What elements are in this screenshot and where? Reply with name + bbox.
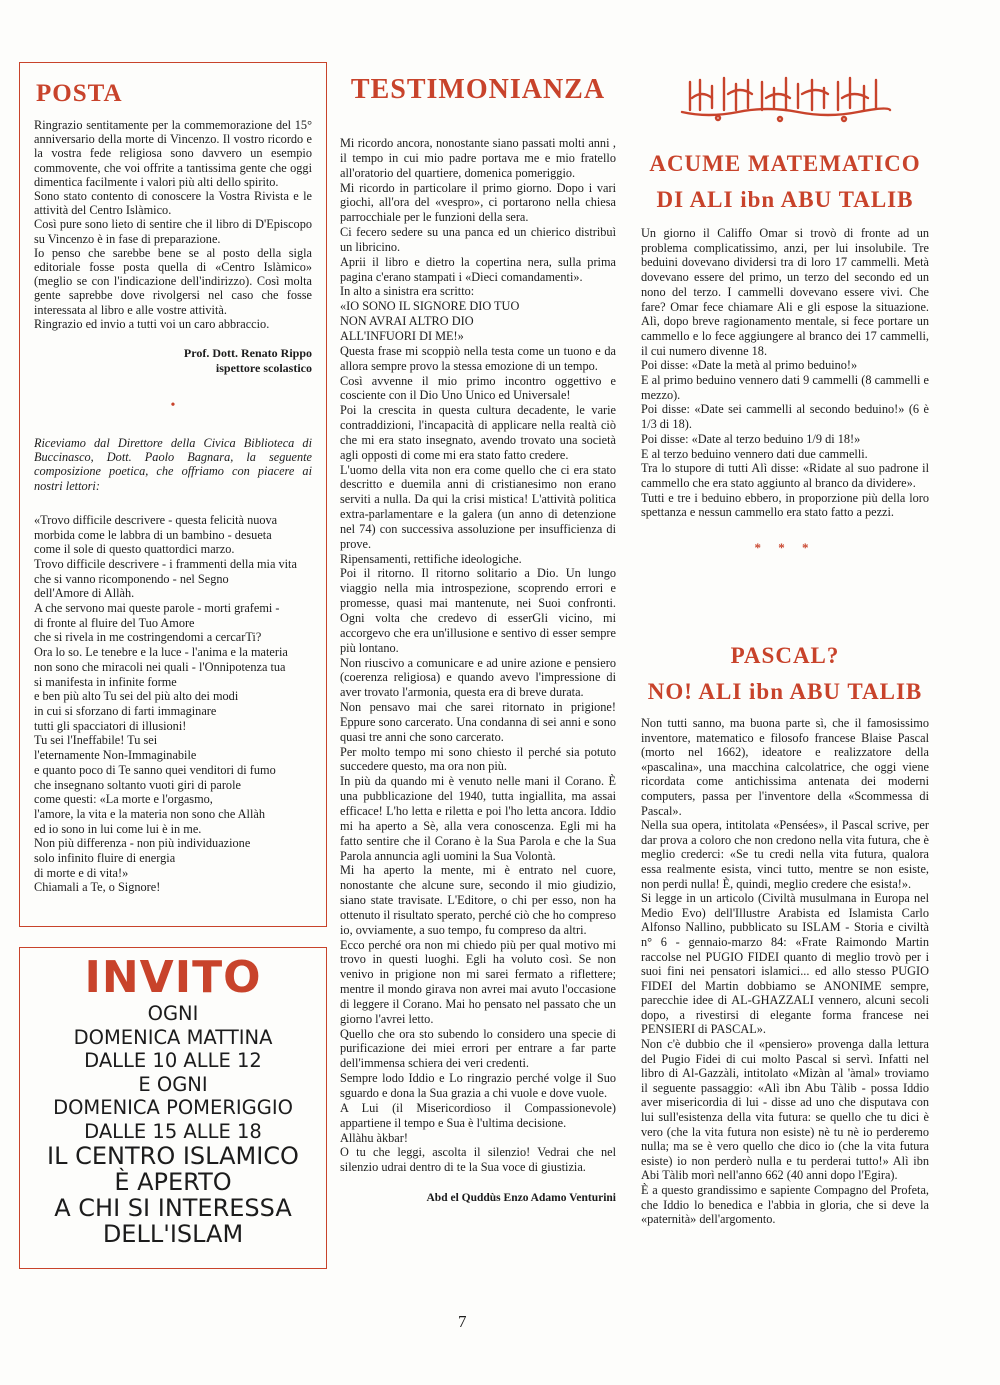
pascal-body: Non tutti sanno, ma buona parte sì, che il famosissimo inventore, matematico e filosofo francese Blaise Pascal (morto nel 1662), ideatore e realizzatore della «pascalina», una macchina calcolatrice, che oggi viene ricordata come antichissima antenata dei moderni computers, passa per l'inventore della «Scommessa di Pascal». Nella sua opera, intitolata «Pensées», il Pascal scrive, per dar prova a coloro che non credono nella vita futura, che è meglio crederci: «Se tu credi nella vita futura, qualora essa realmente esista, vinci tutto, mentre se non esiste, non perdi nulla! È, quindi, meglio credere che esista!». Si legge in un articolo (Civiltà musulmana in Europa nel Medio Evo) dell'Illustre Arabista ed Islamista Carlo Alfonso Nallino, pubblicato su ISLAM - Storia e civiltà n° 6 - gennaio-marzo 84: «Frate Raimondo Martin raccolse nel PUGIO FIDEI quanto di meglio trovò per i suoi fini nei pensatori islamici... ed allo stesso PUGIO FIDEI del Martin dobbiamo se ANONIME sempre, parecchie idee di AL-GHAZZALI vennero, alcuni secoli dopo, a rivestirsi di elegante forma francese nei PENSIERI di PASCAL». Non c'è dubbio che il «pensiero» provenga dalla lettura del Pugio Fidei di cui molto Pascal si servì. Infatti nel libro di Al-Gazzàli, intitolato «Mizàn al 'àmal» troviamo il seguente passaggio: «Alì ibn Abu Tàlib - possa Iddio aver misericordia di lui - disse ad uno che disputava con lui sull'esistenza della vita futura: se quello che tu dici è vero (che la vita futura non esiste) nè tu nè io perderemo nulla; ma se è vero quello che dico io (che la vita futura esiste) io non perderò nulla e tu perderai tutto!» Alì ibn Abi Tàlib morì nell'anno 662 (40 anni dopo l'Egira). È a questo grandissimo e sapiente Compagno del Profeta, che Iddio lo benedica e l'abbia in gloria, che si deve la «paternità» dell'argomento. [641, 716, 929, 1227]
invito-line: IL CENTRO ISLAMICO [47, 1142, 299, 1170]
posta-signature: Prof. Dott. Renato Rippo ispettore scolastico [183, 346, 312, 376]
stars-separator: * * * [754, 540, 816, 556]
poem-text: «Trovo difficile descrivere - questa felicità nuova morbida come le labbra di un bambino - desueta come il sole di questo quattordici marzo. Trovo difficile descrivere - i frammenti della mia vita che si vanno ricomponendo - nel Segno dell'Amore di Allàh. A che servono mai queste parole - morti grafemi - di fronte al fluire del Tuo Amore che si rivela in me costringendomi a cercarTi? Ora lo so. Le tenebre e la luce - l'anima e la materia non sono che miracoli nei quali - l'Onnipotenza tua si manifesta in infinite forme e ben più alto Tu sei del più alto dei modi in cui si sforzano di farti immaginare tutti gli spacciatori di illusioni! Tu sei l'Ineffabile! Tu sei l'eternamente Non-Immaginabile e quanto poco di Te sanno quei venditori di fumo che insegnano soltanto vuoti giri di parole come questi: «La morte e l'orgasmo, l'amore, la vita e la materia non sono che Allàh ed io sono in lui come lui è in me. Non più differenza - non più individuazione solo infinito fluire di energia di morte e di vita!» Chiamali a Te, o Signore! [34, 512, 297, 895]
testimonianza-title: TESTIMONIANZA [350, 74, 606, 105]
poem-intro: Riceviamo dal Direttore della Civica Biblioteca di Buccinasco, Dott. Paolo Bagnara, la seguente composizione poetica, che offriamo con piacere ai nostri lettori: [34, 436, 312, 493]
posta-box [19, 62, 327, 927]
invito-line: DALLE 10 ALLE 12 [84, 1049, 262, 1072]
pascal-column [641, 638, 929, 1227]
section-separator-dot: • [170, 398, 176, 414]
invito-line: E OGNI [138, 1072, 208, 1096]
page-number: 7 [458, 1312, 467, 1331]
invito-line: OGNI [147, 1002, 199, 1025]
acume-title-line1: ACUME MATEMATICO [649, 151, 921, 176]
invito-line: DALLE 15 ALLE 18 [84, 1119, 262, 1143]
invito-line: DELL'ISLAM [102, 1220, 244, 1248]
invito-box [19, 947, 327, 1269]
testimonianza-signature: Abd el Quddùs Enzo Adamo Venturini [426, 1192, 616, 1205]
testimonianza-body: Mi ricordo ancora, nonostante siano passati molti anni , il tempo in cui mio padre portava me e mio fratello all'oratorio del quartiere, domenica pomeriggio. Mi ricordo in particolare il primo giorno. Dopo i vari giochi, all'ora del «vespro», ci portarono nella chiesa parrocchiale per le funzioni della sera. Ci fecero sedere su una panca ed un chierico distribuì un libricino. Aprii il libro e dietro la copertina nera, sulla prima pagina c'erano stampati i «Dieci comandamenti». In alto a sinistra era scritto: «IO SONO IL SIGNORE DIO TUO NON AVRAI ALTRO DIO ALL'INFUORI DI ME!» Questa frase mi scoppiò nella testa come un tuono e da allora sempre provo la stessa emozione di un tempo. Così avvenne il mio primo incontro oggettivo e cosciente con il Dio Uno Unico ed Universale! Poi la crescita in questa cultura decadente, le varie contraddizioni, l'incapacità di applicare nella realtà ciò che mi era stato insegnato, avendo trovato una società agli opposti di come mi era stato fatto credere. L'uomo della vita non era come quello che ci era stato descritto e duemila anni di cristianesimo non erano serviti a nulla. Da qui la crisi mistica! L'attività politica extra-parlamentare e la galera (un anno di detenzione nel 74) con successiva assoluzione per insufficienza di prove. Ripensamenti, rettifiche ideologiche. Poi il ritorno. Il ritorno solitario a Dio. Un lungo viaggio nella mia introspezione, scoprendo errori e promesse, quasi mai mantenute, nei Suoi confronti. Ogni volta che credevo di esserGli vicino, mi accorgevo che era un'illusione e sentivo di esser sempre più lontano. Non riuscivo a comunicare e ad unire azione e pensiero (coerenza religiosa) e quando avevo l'impressione di aver trovato l'armonia, questa era di breve durata. Non pensavo mai che sarei ritornato in prigione! Eppure sono carcerato. Una condanna di sei anni e sono quasi tre anni che sono carcerato. Per molto tempo mi sono chiesto il perché sia potuto succedere questo, ma ora non più. In più da quando mi è venuto nelle mani il Corano. È una pubblicazione del 1940, tutta ingiallita, ma assai efficace! L'ho letta e riletta e poi l'ho letta ancora. Iddio mi ha aperto a Sè, alla vera conoscenza. Egli mi ha fatto sentire che il Corano è la Sua Parola e che la Sua Parola annuncia agli uomini la Sua Volontà. Mi ha aperto la mente, mi è entrato nel cuore, nonostante che alcune sure, secondo il mio giudizio, siano state travisate. L'Editore, o chi per esso, non ha ottenuto il risultato sperato, perché ciò che ho compreso io, ovviamente, a suo tempo, fu compreso da altri. Ecco perché ora non mi chiedo più per qual motivo mi trovo in questi luoghi. Egli ha voluto così. Se non venivo in prigione non mi sarei fermato a riflettere; mentre il mondo girava non avrei mai avuto l'occasione di leggere il Corano. Mai ho pensato nel passato che un giorno l'avrei letto. Quello che ora sto subendo lo considero una specie di purificazione dei miei errori per entrare a far parte dell'immensa schiera dei veri credenti. Sempre lodo Iddio e Lo ringrazio perché volge il Suo sguardo e dona la Sua grazia a chi vuole e dove vuole. A Lui (il Misericordioso il Compassionevole) appartiene il tempo e Sua è l'ultima decisione. Allàhu àkbar! O tu che leggi, ascolta il silenzio! Vedrai che nel silenzio udrai dentro di te la Sua voce di giustizia. [340, 136, 616, 1175]
posta-title: POSTA [36, 80, 123, 107]
pascal-title-line2: NO! ALI ibn ABU TALIB [647, 679, 923, 704]
posta-letter: Ringrazio sentitamente per la commemorazione del 15° anniversario della morte di Vincenzo. Il vostro ricordo e la vostra fede religiosa sono davvero un esempio commovente, che voi offrite a tantissima gente che oggi dimentica facilmente i valori più alti dello spirito. Sono stato contento di conoscere la Vostra Rivista e le attività del Centro Islàmico. Così pure sono lieto di sentire che il libro di D'Episcopo su Vincenzo è in fase di preparazione. Io penso che sarebbe bene se al posto della sigla editoriale fosse posta quella di «Centro Islàmico» (meglio se con l'indicazione dell'indirizzo). Così molta gente saprebbe dove rivolgersi nel caso che fosse interessata al libro e alle vostre attività. Ringrazio ed invio a tutti voi un caro abbraccio. [34, 118, 312, 331]
testimonianza-column [340, 64, 616, 1206]
invito-title: INVITO [84, 952, 262, 1003]
invito-line: A CHI SI INTERESSA [54, 1194, 292, 1222]
invito-line: DOMENICA POMERIGGIO [53, 1096, 293, 1119]
invito-line: DOMENICA MATTINA [73, 1025, 273, 1049]
pascal-title-line1: PASCAL? [730, 643, 840, 668]
invito-line: È APERTO [114, 1168, 232, 1196]
arabic-calligraphy-basmala [678, 72, 894, 124]
acume-column [641, 146, 929, 556]
acume-title-line2: DI ALI ibn ABU TALIB [656, 187, 914, 212]
acume-body: Un giorno il Califfo Omar si trovò di fronte ad un problema complicatissimo, anzi, per lui insolubile. Tre beduini dovevano dividersi tra di loro 17 cammelli. Metà dovevano essere del primo, un terzo del secondo ed un nono del terzo. I cammelli dovevano essere vivi. Che fare? Omar fece chiamare Ali e gli espose la situazione. Alì, dopo breve ragionamento mentale, si fece portare un cammello e lo fece aggiungere al branco dei 17 cammelli, il cui numero divenne 18. Poi disse: «Date la metà al primo beduino!» E al primo beduino vennero dati 9 cammelli (8 cammelli e mezzo). Poi disse: «Date sei cammelli al secondo beduino!» (6 è 1/3 di 18). Poi disse: «Date al terzo beduino 1/9 di 18!» E al terzo beduino vennero dati due cammelli. Tra lo stupore di tutti Alì disse: «Ridate al suo padrone il cammello che era stato aggiunto al branco da dividere». Tutti e tre i beduino ebbero, in proporzione più della loro spettanza e nessun cammello era stato fatto a pezzi. [641, 226, 929, 520]
